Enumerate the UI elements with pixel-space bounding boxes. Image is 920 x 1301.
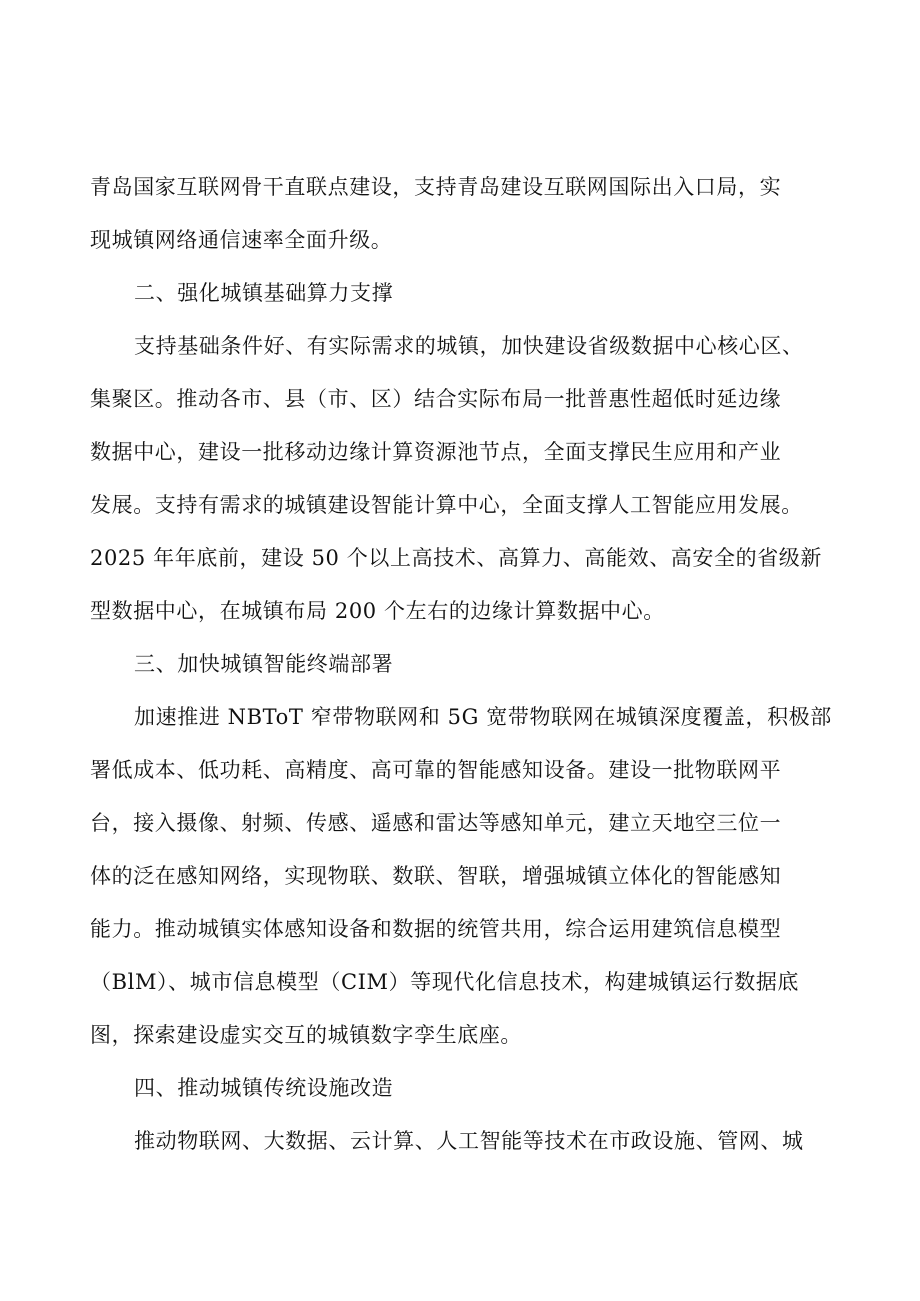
paragraph-line: 加速推进 NBToT 窄带物联网和 5G 宽带物联网在城镇深度覆盖，积极部 <box>134 705 832 729</box>
paragraph-line: 2025 年年底前，建设 50 个以上高技术、高算力、高能效、高安全的省级新 <box>90 546 822 570</box>
paragraph-line: 推动物联网、大数据、云计算、人工智能等技术在市政设施、管网、城 <box>134 1129 804 1153</box>
paragraph-line: 台，接入摄像、射频、传感、遥感和雷达等感知单元，建立天地空三位一 <box>90 811 782 835</box>
section-heading: 三、加快城镇智能终端部署 <box>134 652 394 676</box>
paragraph-line: 集聚区。推动各市、县（市、区）结合实际布局一批普惠性超低时延边缘 <box>90 387 782 411</box>
paragraph-line: 青岛国家互联网骨干直联点建设，支持青岛建设互联网国际出入口局，实 <box>90 175 782 199</box>
paragraph-line: 体的泛在感知网络，实现物联、数联、智联，增强城镇立体化的智能感知 <box>90 864 782 888</box>
section-heading: 四、推动城镇传统设施改造 <box>134 1076 394 1100</box>
paragraph-line: 发展。支持有需求的城镇建设智能计算中心，全面支撑人工智能应用发展。 <box>90 493 803 517</box>
paragraph-line: 型数据中心，在城镇布局 200 个左右的边缘计算数据中心。 <box>90 599 665 623</box>
paragraph-line: 能力。推动城镇实体感知设备和数据的统管共用，综合运用建筑信息模型 <box>90 917 782 941</box>
paragraph-line: （BlM）、城市信息模型（CIM）等现代化信息技术，构建城镇运行数据底 <box>90 970 800 994</box>
paragraph-line: 支持基础条件好、有实际需求的城镇，加快建设省级数据中心核心区、 <box>134 334 804 358</box>
paragraph-line: 数据中心，建设一批移动边缘计算资源池节点，全面支撑民生应用和产业 <box>90 440 782 464</box>
paragraph-line: 图，探索建设虚实交互的城镇数字孪生底座。 <box>90 1023 522 1047</box>
paragraph-line: 现城镇网络通信速率全面升级。 <box>90 228 393 252</box>
section-heading: 二、强化城镇基础算力支撑 <box>134 281 394 305</box>
paragraph-line: 署低成本、低功耗、高精度、高可靠的智能感知设备。建设一批物联网平 <box>90 758 782 782</box>
